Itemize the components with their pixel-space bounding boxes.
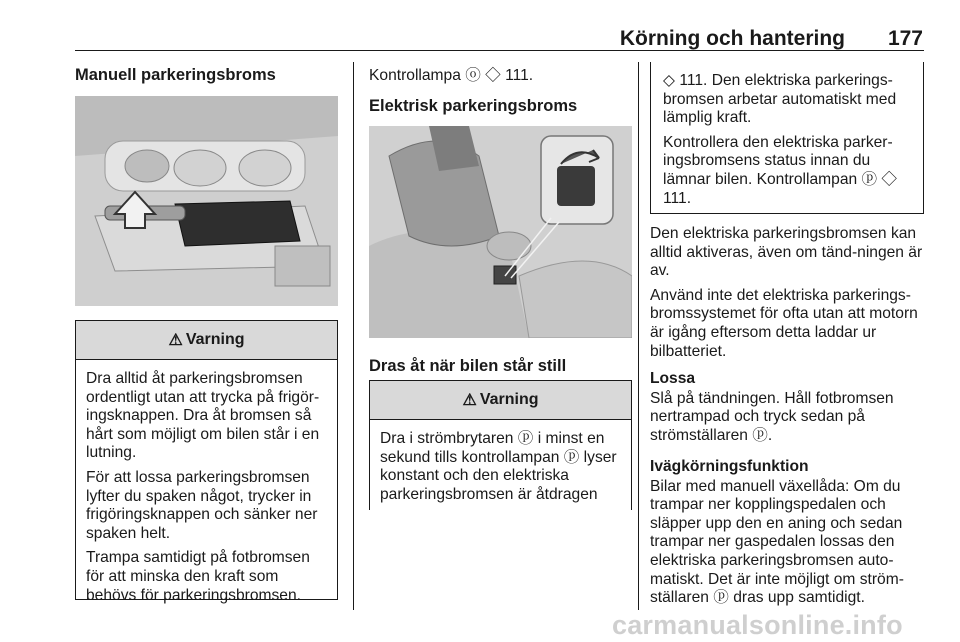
subheading-release: Lossa <box>650 370 696 387</box>
section-heading-manual-brake: Manuell parkeringsbroms <box>75 66 276 84</box>
warning-triangle-icon: ⚠ <box>462 392 477 409</box>
indicator-lamp-reference: Kontrollampa ⓞ ◇ 111. <box>369 67 534 84</box>
warning-paragraph: Dra alltid åt parkeringsbromsen ordentligt utan att trycka på frigör-ingsknappen. Dra åt bromsen så hårt som möjligt om bilen står i en lutning. <box>86 370 320 462</box>
warning-title: Varning <box>479 391 539 408</box>
body-paragraph: Slå på tändningen. Håll fotbromsen nertrampad och tryck sedan på strömställaren ⓟ. <box>650 389 894 444</box>
warning-paragraph: För att lossa parkeringsbromsen lyfter du spaken något, trycker in frigöringsknappen och sänker ner spaken helt. <box>86 468 318 542</box>
hand-brake-illustration <box>75 96 338 306</box>
column-divider-1 <box>353 62 354 610</box>
warning-triangle-icon: ⚠ <box>168 332 183 349</box>
warning-paragraph: Trampa samtidigt på fotbromsen för att minska den kraft som behövs för parkeringsbromsen. <box>86 549 310 604</box>
warning-header <box>76 321 337 360</box>
subheading-drive-away: Ivägkörningsfunktion <box>650 458 809 475</box>
warning-continuation-paragraph: Kontrollera den elektriska parker-ingsbromsens status innan du lämnar bilen. Kontrollampan ⓟ ◇ 111. <box>663 133 898 207</box>
drive-away-section <box>650 458 926 614</box>
warning-header <box>370 381 631 420</box>
column-divider-2 <box>638 62 639 610</box>
body-paragraph: Den elektriska parkeringsbromsen kan alltid aktiveras, även om tänd-ningen är av. <box>650 225 923 280</box>
page-header-title: Körning och hantering <box>619 27 845 50</box>
header-rule <box>75 50 924 51</box>
release-section <box>650 370 926 451</box>
body-paragraph: Använd inte det elektriska parkerings-bromssystemet för ofta utan att motorn är igång eftersom detta laddar ur bilbatteriet. <box>650 286 918 360</box>
warning-box-electric <box>369 380 632 510</box>
warning-continuation-paragraph: ◇ 111. Den elektriska parkerings-bromsen arbetar automatiskt med lämplig kraft. <box>663 72 897 127</box>
warning-box-manual <box>75 320 338 604</box>
warning-body <box>370 420 631 518</box>
electric-brake-info <box>650 225 926 367</box>
warning-title: Varning <box>185 331 245 348</box>
body-paragraph: Bilar med manuell växellåda: Om du trampar ner kopplingspedalen och släpper upp den en aning och sedan trampar ner gaspedalen lossas den elektriska parkeringsbromsen auto-matiskt. Det är inte möjligt om ström-ställaren ⓟ dras upp samtidigt. <box>650 477 904 607</box>
warning-paragraph: Dra i strömbrytaren ⓟ i minst en sekund tills kontrollampan ⓟ lyser konstant och den elektriska parkeringsbromsen är åtdragen <box>380 430 617 503</box>
electric-parking-brake-illustration <box>369 126 632 338</box>
page-number: 177 <box>887 27 923 50</box>
footer-watermark: carmanualsonline.info <box>612 610 903 640</box>
warning-continuation-box <box>650 62 924 214</box>
electric-brake-figure <box>369 126 632 338</box>
subheading-apply-stationary: Dras åt när bilen står still <box>369 357 567 375</box>
section-heading-electric-brake: Elektrisk parkeringsbroms <box>369 97 578 115</box>
hand-brake-figure <box>75 96 338 306</box>
warning-body <box>76 360 337 619</box>
